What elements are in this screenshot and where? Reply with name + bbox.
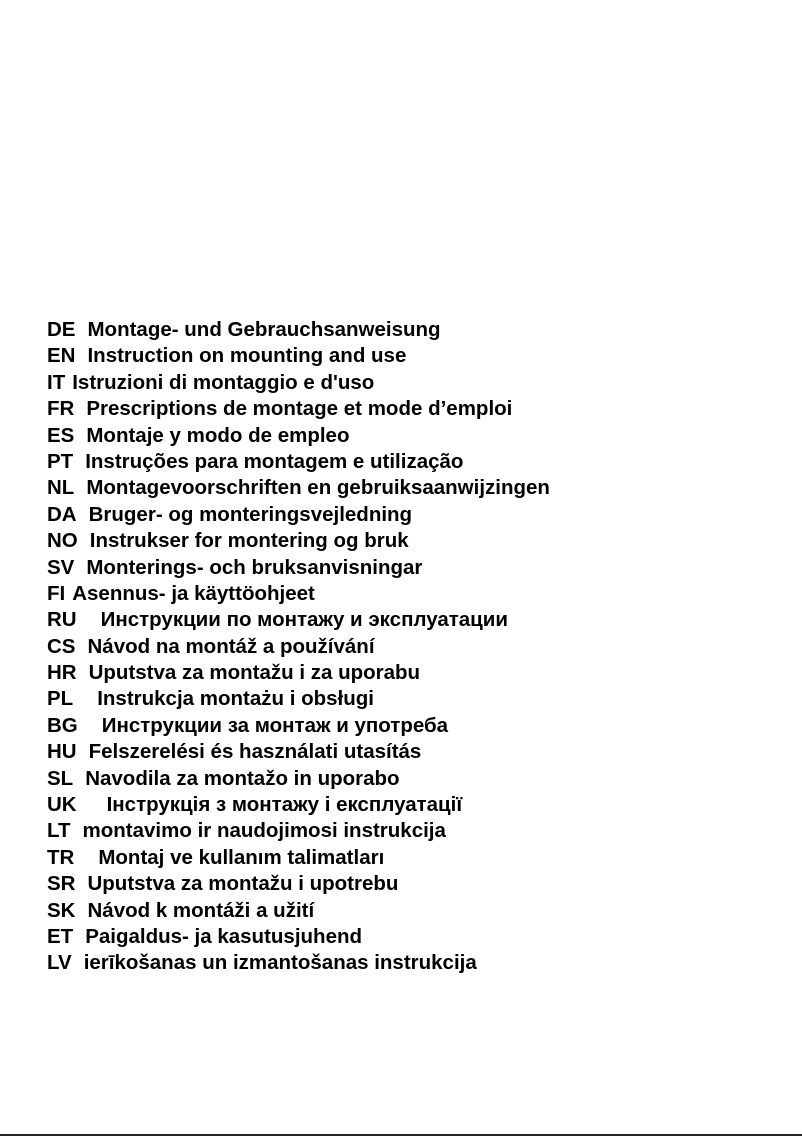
- language-item-pt: [47, 449, 550, 475]
- language-item-lv: [47, 950, 550, 976]
- language-code: CS: [47, 634, 76, 658]
- language-code: SL: [47, 766, 74, 790]
- language-code: NL: [47, 476, 75, 500]
- language-title: Felszerelési és használati utasítás: [88, 740, 422, 764]
- language-title: Bruger- og monteringsvejledning: [88, 502, 413, 526]
- language-code: SV: [47, 555, 75, 579]
- language-code: DA: [47, 502, 77, 526]
- language-code: ES: [47, 423, 75, 447]
- language-title: Návod na montáž a používání: [87, 634, 375, 658]
- language-title: Asennus- ja käyttöohjeet: [72, 581, 315, 605]
- language-item-nl: [47, 475, 550, 501]
- language-title: ierīkošanas un izmantošanas instrukcija: [83, 951, 477, 975]
- language-title: Uputstva za montažu i upotrebu: [87, 872, 399, 896]
- language-title: Monterings- och bruksanvisningar: [86, 555, 423, 579]
- language-title: montavimo ir naudojimosi instrukcija: [82, 819, 446, 843]
- language-code: FI: [47, 581, 66, 605]
- language-item-tr: [47, 845, 550, 871]
- language-title: Istruzioni di montaggio e d'uso: [72, 370, 375, 394]
- language-code: HR: [47, 661, 77, 685]
- language-title: Paigaldus- ja kasutusjuhend: [85, 924, 363, 948]
- language-item-hu: [47, 739, 550, 765]
- language-item-hr: [47, 660, 550, 686]
- language-title: Montagevoorschriften en gebruiksaanwijzingen: [86, 476, 550, 500]
- language-code: NO: [47, 529, 78, 553]
- language-item-da: [47, 502, 550, 528]
- language-title: Montage- und Gebrauchsanweisung: [87, 318, 441, 341]
- language-item-de: [47, 317, 550, 343]
- language-code: UK: [47, 793, 77, 817]
- language-title: Instrukcja montażu i obsługi: [97, 687, 374, 711]
- language-title: Instruções para montagem e utilização: [85, 449, 464, 473]
- language-item-pl: [47, 686, 550, 712]
- language-title: Instruction on mounting and use: [87, 344, 407, 368]
- language-code: EN: [47, 344, 76, 368]
- language-title: Montaj ve kullanım talimatları: [98, 845, 385, 869]
- language-title: Инструкции за монтаж и употреба: [101, 713, 449, 737]
- language-item-ru: [47, 607, 550, 633]
- language-item-et: [47, 924, 550, 950]
- language-code: FR: [47, 397, 75, 421]
- language-item-lt: [47, 818, 550, 844]
- language-item-en: [47, 343, 550, 369]
- language-code: RU: [47, 608, 77, 632]
- language-item-sv: [47, 555, 550, 581]
- language-title: Montaje y modo de empleo: [86, 423, 350, 447]
- language-code: SR: [47, 872, 76, 896]
- language-item-cs: [47, 634, 550, 660]
- language-code: HU: [47, 740, 77, 764]
- language-item-fr: [47, 396, 550, 422]
- language-title: Prescriptions de montage et mode d’emploi: [86, 397, 513, 421]
- language-title: Návod k montáži a užití: [87, 898, 315, 922]
- language-code: DE: [47, 318, 76, 341]
- language-code: BG: [47, 713, 78, 737]
- language-code: LV: [47, 951, 72, 975]
- language-code: IT: [47, 370, 66, 394]
- language-code: PT: [47, 449, 74, 473]
- language-title: Instrukser for montering og bruk: [89, 529, 409, 553]
- language-code: PL: [47, 687, 74, 711]
- language-item-sl: [47, 766, 550, 792]
- language-title: Інструкція з монтажу і експлуатації: [106, 793, 463, 817]
- language-item-sk: [47, 898, 550, 924]
- language-title: Uputstva za montažu i za uporabu: [88, 661, 421, 685]
- language-code: TR: [47, 845, 75, 869]
- language-item-es: [47, 423, 550, 449]
- language-item-no: [47, 528, 550, 554]
- language-code: LT: [47, 819, 71, 843]
- language-item-bg: [47, 713, 550, 739]
- language-list: [47, 317, 550, 977]
- language-code: ET: [47, 924, 74, 948]
- language-code: SK: [47, 898, 76, 922]
- language-title: Инструкции по монтажу и эксплуатации: [100, 608, 508, 632]
- language-item-it: [47, 370, 550, 396]
- language-title: Navodila za montažo in uporabo: [85, 766, 400, 790]
- language-item-fi: [47, 581, 550, 607]
- language-item-uk: [47, 792, 550, 818]
- language-item-sr: [47, 871, 550, 897]
